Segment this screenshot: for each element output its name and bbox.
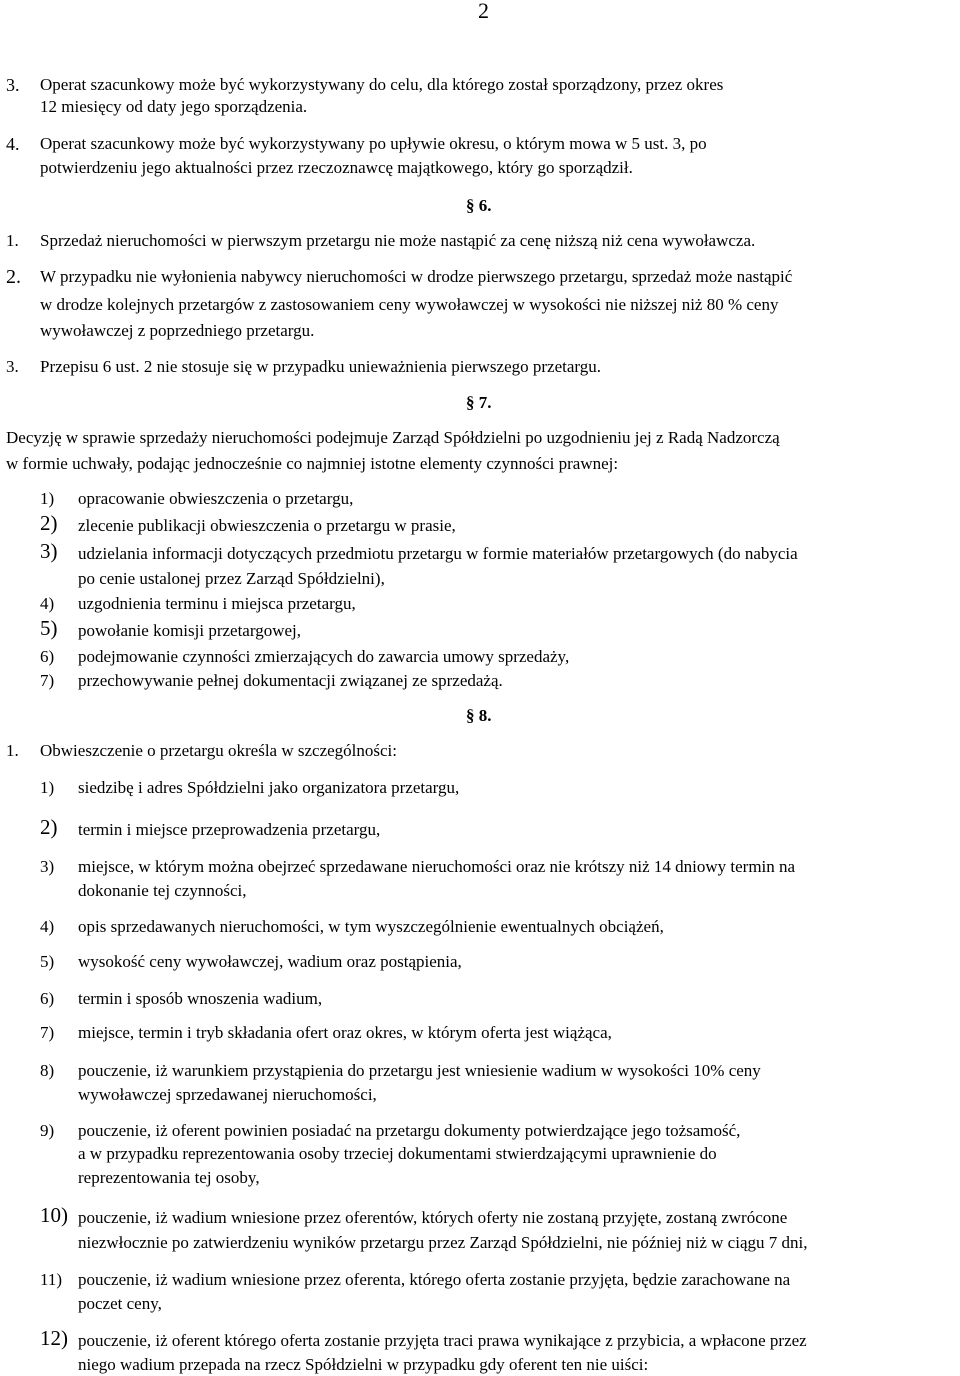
item-text: 12 miesięcy od daty jego sporządzenia. [40, 97, 308, 116]
item-number: 3) [40, 857, 55, 876]
item-text: siedzibę i adres Spółdzielni jako organizatora przetargu, [78, 778, 460, 797]
item-text: w drodze kolejnych przetargów z zastosowaniem ceny wywoławczej w wysokości nie niższej niż 80 % ceny [40, 295, 779, 314]
item-number: 11) [40, 1270, 63, 1289]
item-text: miejsce, w którym można obejrzeć sprzedawane nieruchomości oraz nie krótszy niż 14 dniowy termin na [78, 857, 796, 876]
item-text: powołanie komisji przetargowej, [78, 621, 301, 640]
item-number: 9) [40, 1121, 55, 1140]
paragraph-text: w formie uchwały, podając jednocześnie co najmniej istotne elementy czynności prawnej: [6, 454, 619, 473]
item-text: termin i sposób wnoszenia wadium, [78, 989, 323, 1008]
item-text: pouczenie, iż wadium wniesione przez oferentów, których oferty nie zostaną przyjęte, zostaną zwrócone [78, 1208, 788, 1227]
section-heading: § 7. [466, 393, 492, 412]
item-text: Przepisu 6 ust. 2 nie stosuje się w przypadku unieważnienia pierwszego przetargu. [40, 357, 601, 376]
item-number: 4) [40, 917, 55, 936]
item-text: termin i miejsce przeprowadzenia przetargu, [78, 820, 381, 839]
item-text: potwierdzeniu jego aktualności przez rzeczoznawcę majątkowego, który go sporządził. [40, 158, 633, 177]
item-number: 4. [6, 134, 20, 154]
paragraph-text: Decyzję w sprawie sprzedaży nieruchomości podejmuje Zarząd Spółdzielni po uzgodnieniu jej z Radą Nadzorczą [6, 428, 780, 447]
item-number: 5) [40, 616, 58, 640]
item-text: W przypadku nie wyłonienia nabywcy nieruchomości w drodze pierwszego przetargu, sprzedaż może nastąpić [40, 267, 793, 286]
item-number: 1) [40, 778, 55, 797]
item-number: 12) [40, 1326, 68, 1350]
item-text: pouczenie, iż warunkiem przystąpienia do przetargu jest wniesienie wadium w wysokości 10% ceny [78, 1061, 761, 1080]
item-text: poczet ceny, [78, 1294, 162, 1313]
item-number: 3) [40, 539, 58, 563]
item-number: 7) [40, 671, 55, 690]
section-heading: § 6. [466, 196, 492, 215]
item-text: pouczenie, iż oferent powinien posiadać na przetargu dokumenty potwierdzające jego tożsamość, [78, 1121, 741, 1140]
item-number: 1. [6, 231, 19, 250]
item-text: podejmowanie czynności zmierzających do zawarcia umowy sprzedaży, [78, 647, 570, 666]
item-number: 10) [40, 1203, 68, 1227]
item-text: uzgodnienia terminu i miejsca przetargu, [78, 594, 356, 613]
item-text: Sprzedaż nieruchomości w pierwszym przetargu nie może nastąpić za cenę niższą niż cena wywoławcza. [40, 231, 756, 250]
item-number: 6) [40, 989, 55, 1008]
item-text: reprezentowania tej osoby, [78, 1168, 260, 1187]
item-text: dokonanie tej czynności, [78, 881, 247, 900]
item-text: udzielania informacji dotyczących przedmiotu przetargu w formie materiałów przetargowych (do nabycia [78, 544, 798, 563]
item-number: 6) [40, 647, 55, 666]
item-number: 1) [40, 489, 55, 508]
item-text: niego wadium przepada na rzecz Spółdzielni w przypadku gdy oferent ten nie uiści: [78, 1355, 649, 1374]
item-text: pouczenie, iż wadium wniesione przez oferenta, którego oferta zostanie przyjęta, będzie zarachowane na [78, 1270, 791, 1289]
item-text: opracowanie obwieszczenia o przetargu, [78, 489, 354, 508]
item-number: 2. [6, 266, 21, 288]
item-text: niezwłocznie po zatwierdzeniu wyników przetargu przez Zarząd Spółdzielni, nie później niż w ciągu 7 dni, [78, 1233, 808, 1252]
item-text: Operat szacunkowy może być wykorzystywany po upływie okresu, o którym mowa w 5 ust. 3, po [40, 134, 707, 153]
item-number: 1. [6, 741, 19, 760]
item-text: Operat szacunkowy może być wykorzystywany do celu, dla którego został sporządzony, przez okres [40, 75, 724, 94]
item-number: 3. [6, 357, 19, 376]
item-text: miejsce, termin i tryb składania ofert oraz okres, w którym oferta jest wiążąca, [78, 1023, 612, 1042]
item-text: opis sprzedawanych nieruchomości, w tym wyszczególnienie ewentualnych obciążeń, [78, 917, 664, 936]
item-text: pouczenie, iż oferent którego oferta zostanie przyjęta traci prawa wynikające z przybicia, a wpłacone przez [78, 1331, 807, 1350]
item-text: wywoławczej sprzedawanej nieruchomości, [78, 1085, 377, 1104]
item-text: po cenie ustalonej przez Zarząd Spółdzielni), [78, 569, 385, 588]
paragraph-text: Obwieszczenie o przetargu określa w szczególności: [40, 741, 398, 760]
item-number: 8) [40, 1061, 55, 1080]
item-text: zlecenie publikacji obwieszczenia o przetargu w prasie, [78, 516, 456, 535]
item-number: 2) [40, 511, 58, 535]
item-text: przechowywanie pełnej dokumentacji związanej ze sprzedażą. [78, 671, 503, 690]
section-heading: § 8. [466, 706, 492, 725]
item-text: wywoławczej z poprzedniego przetargu. [40, 321, 315, 340]
item-number: 5) [40, 952, 55, 971]
item-number: 2) [40, 815, 58, 839]
item-text: a w przypadku reprezentowania osoby trzeciej dokumentami stwierdzającymi uprawnienie do [78, 1144, 717, 1163]
item-number: 7) [40, 1023, 55, 1042]
item-number: 3. [6, 75, 20, 95]
page-number: 2 [478, 0, 489, 23]
item-text: wysokość ceny wywoławczej, wadium oraz postąpienia, [78, 952, 462, 971]
item-number: 4) [40, 594, 55, 613]
